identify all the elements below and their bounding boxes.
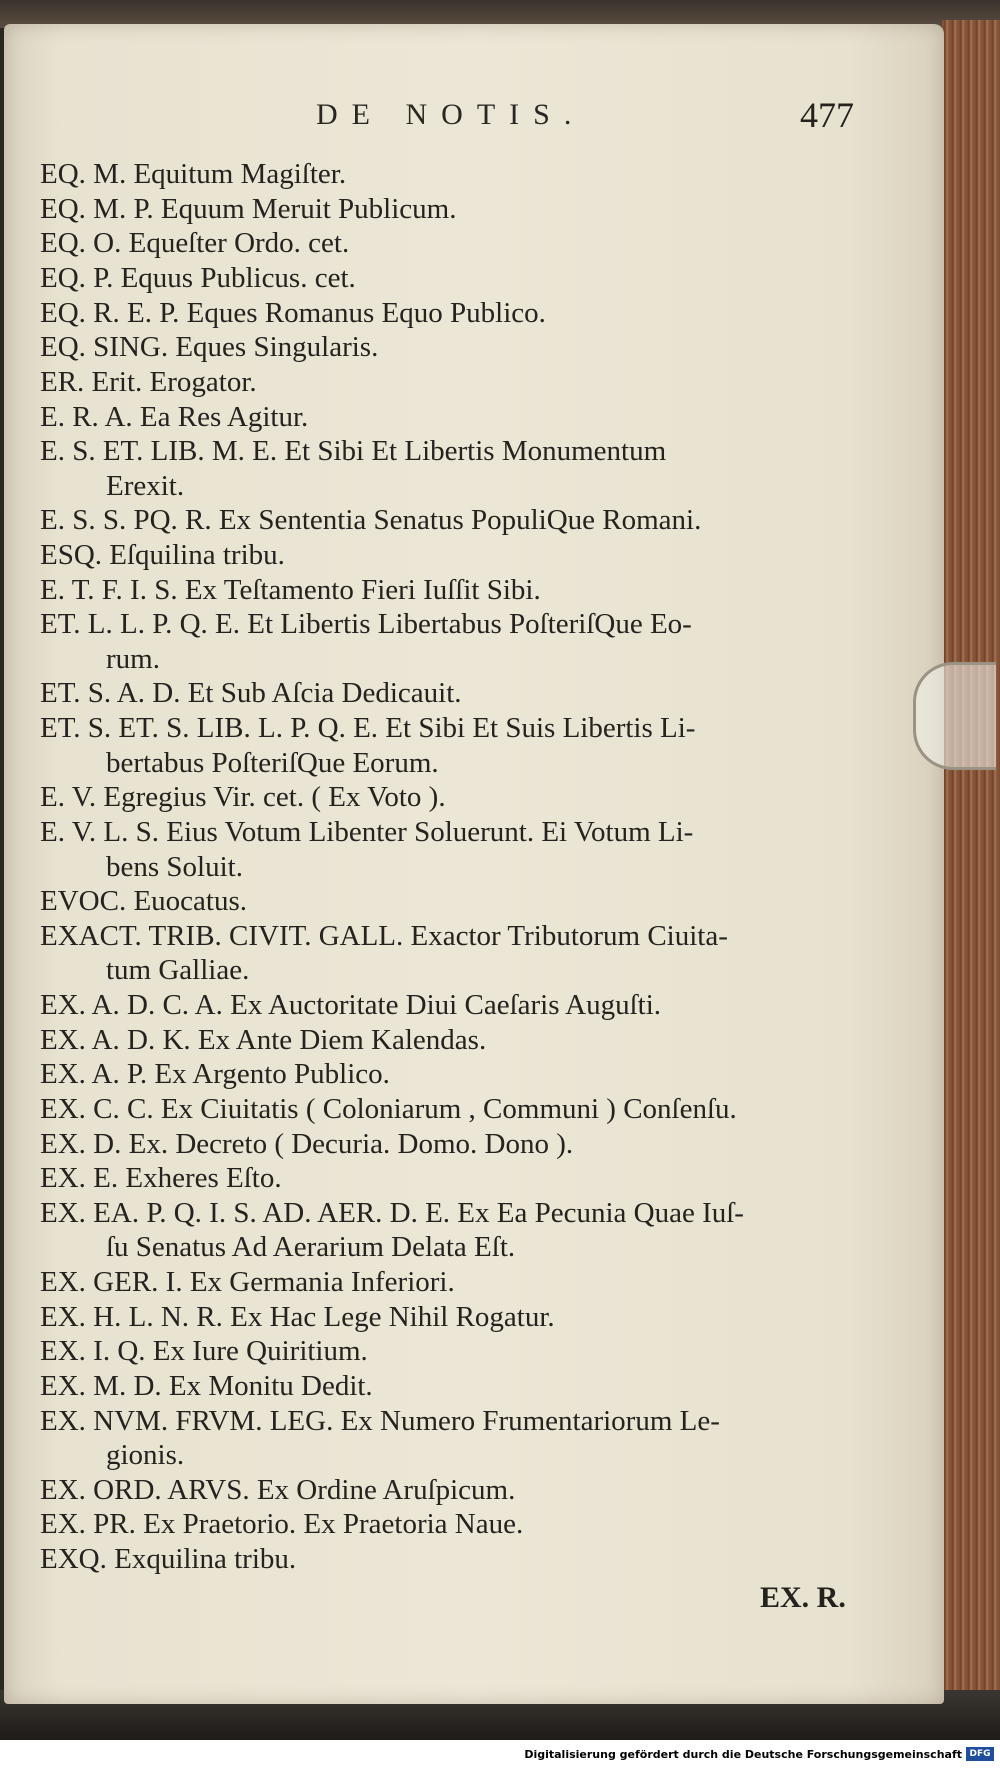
entry-line: E. V. Egregius Vir. cet. ( Ex Voto ). (40, 781, 446, 813)
catchword: EX. R. (760, 1581, 846, 1614)
entry-line: EXQ. Exquilina tribu. (40, 1543, 297, 1575)
funding-credit: Digitalisierung gefördert durch die Deutsche Forschungsgemeinschaft (524, 1748, 962, 1761)
entry-line: EQ. M. Equitum Magiſter. (40, 158, 347, 190)
entry-line: E. S. S. PQ. R. Ex Sententia Senatus PopuliQue Romani. (40, 504, 702, 536)
entry-line: EXACT. TRIB. CIVIT. GALL. Exactor Tributorum Ciuita- (40, 920, 728, 952)
entry-line: EVOC. Euocatus. (40, 885, 247, 917)
entry-line: EX. A. D. C. A. Ex Auctoritate Diui Caeſaris Auguſti. (40, 989, 662, 1021)
entry-line: EX. GER. I. Ex Germania Inferiori. (40, 1266, 455, 1298)
entry-line: ET. L. L. P. Q. E. Et Libertis Libertabus PoſteriſQue Eo- (40, 608, 692, 640)
entry-line-continued: bens Soluit. (106, 851, 243, 883)
entry-line: EX. C. C. Ex Ciuitatis ( Coloniarum , Communi ) Conſenſu. (40, 1093, 737, 1125)
entry-line: E. V. L. S. Eius Votum Libenter Soluerunt. Ei Votum Li- (40, 816, 694, 848)
entry-line-continued: bertabus PoſteriſQue Eorum. (106, 747, 439, 779)
entry-line: ER. Erit. Erogator. (40, 366, 257, 398)
entry-line-continued: Erexit. (106, 470, 185, 502)
entry-line-continued: gionis. (106, 1439, 185, 1471)
entry-line: ET. S. ET. S. LIB. L. P. Q. E. Et Sibi Et Suis Libertis Li- (40, 712, 696, 744)
entry-line: EQ. R. E. P. Eques Romanus Equo Publico. (40, 297, 546, 329)
running-title: DE NOTIS. (316, 98, 586, 131)
entry-line: EX. D. Ex. Decreto ( Decuria. Domo. Dono ). (40, 1128, 574, 1160)
entry-line: EQ. SING. Eques Singularis. (40, 331, 379, 363)
entry-line: EX. A. P. Ex Argento Publico. (40, 1058, 390, 1090)
entry-line: EQ. M. P. Equum Meruit Publicum. (40, 193, 457, 225)
entry-line: E. R. A. Ea Res Agitur. (40, 401, 309, 433)
entry-line: EQ. O. Equeſter Ordo. cet. (40, 227, 350, 259)
entry-line: EX. M. D. Ex Monitu Dedit. (40, 1370, 373, 1402)
entry-line: EX. ORD. ARVS. Ex Ordine Aruſpicum. (40, 1474, 516, 1506)
book-fore-edge (942, 20, 1000, 1720)
entry-line: EQ. P. Equus Publicus. cet. (40, 262, 356, 294)
entry-line: ESQ. Eſquilina tribu. (40, 539, 285, 571)
entry-line: EX. EA. P. Q. I. S. AD. AER. D. E. Ex Ea Pecunia Quae Iuſ- (40, 1197, 744, 1229)
entry-line-continued: ſu Senatus Ad Aerarium Delata Eſt. (106, 1231, 516, 1263)
page-clip (913, 662, 996, 770)
entry-line: EX. A. D. K. Ex Ante Diem Kalendas. (40, 1024, 487, 1056)
page-number: 477 (800, 95, 854, 135)
entry-line: EX. NVM. FRVM. LEG. Ex Numero Frumentariorum Le- (40, 1405, 720, 1437)
entry-line: EX. I. Q. Ex Iure Quiritium. (40, 1335, 368, 1367)
entry-line: EX. E. Exheres Eſto. (40, 1162, 282, 1194)
entry-line: EX. PR. Ex Praetorio. Ex Praetoria Naue. (40, 1508, 524, 1540)
entry-line: EX. H. L. N. R. Ex Hac Lege Nihil Rogatur. (40, 1301, 555, 1333)
entry-line-continued: tum Galliae. (106, 954, 250, 986)
dfg-logo: DFG (966, 1747, 994, 1761)
entry-line: ET. S. A. D. Et Sub Aſcia Dedicauit. (40, 677, 462, 709)
entry-line: E. S. ET. LIB. M. E. Et Sibi Et Libertis Monumentum (40, 435, 667, 467)
footer-bar (0, 1740, 1000, 1771)
entry-line-continued: rum. (106, 643, 160, 675)
entry-line: E. T. F. I. S. Ex Teſtamento Fieri Iuſſit Sibi. (40, 574, 541, 606)
